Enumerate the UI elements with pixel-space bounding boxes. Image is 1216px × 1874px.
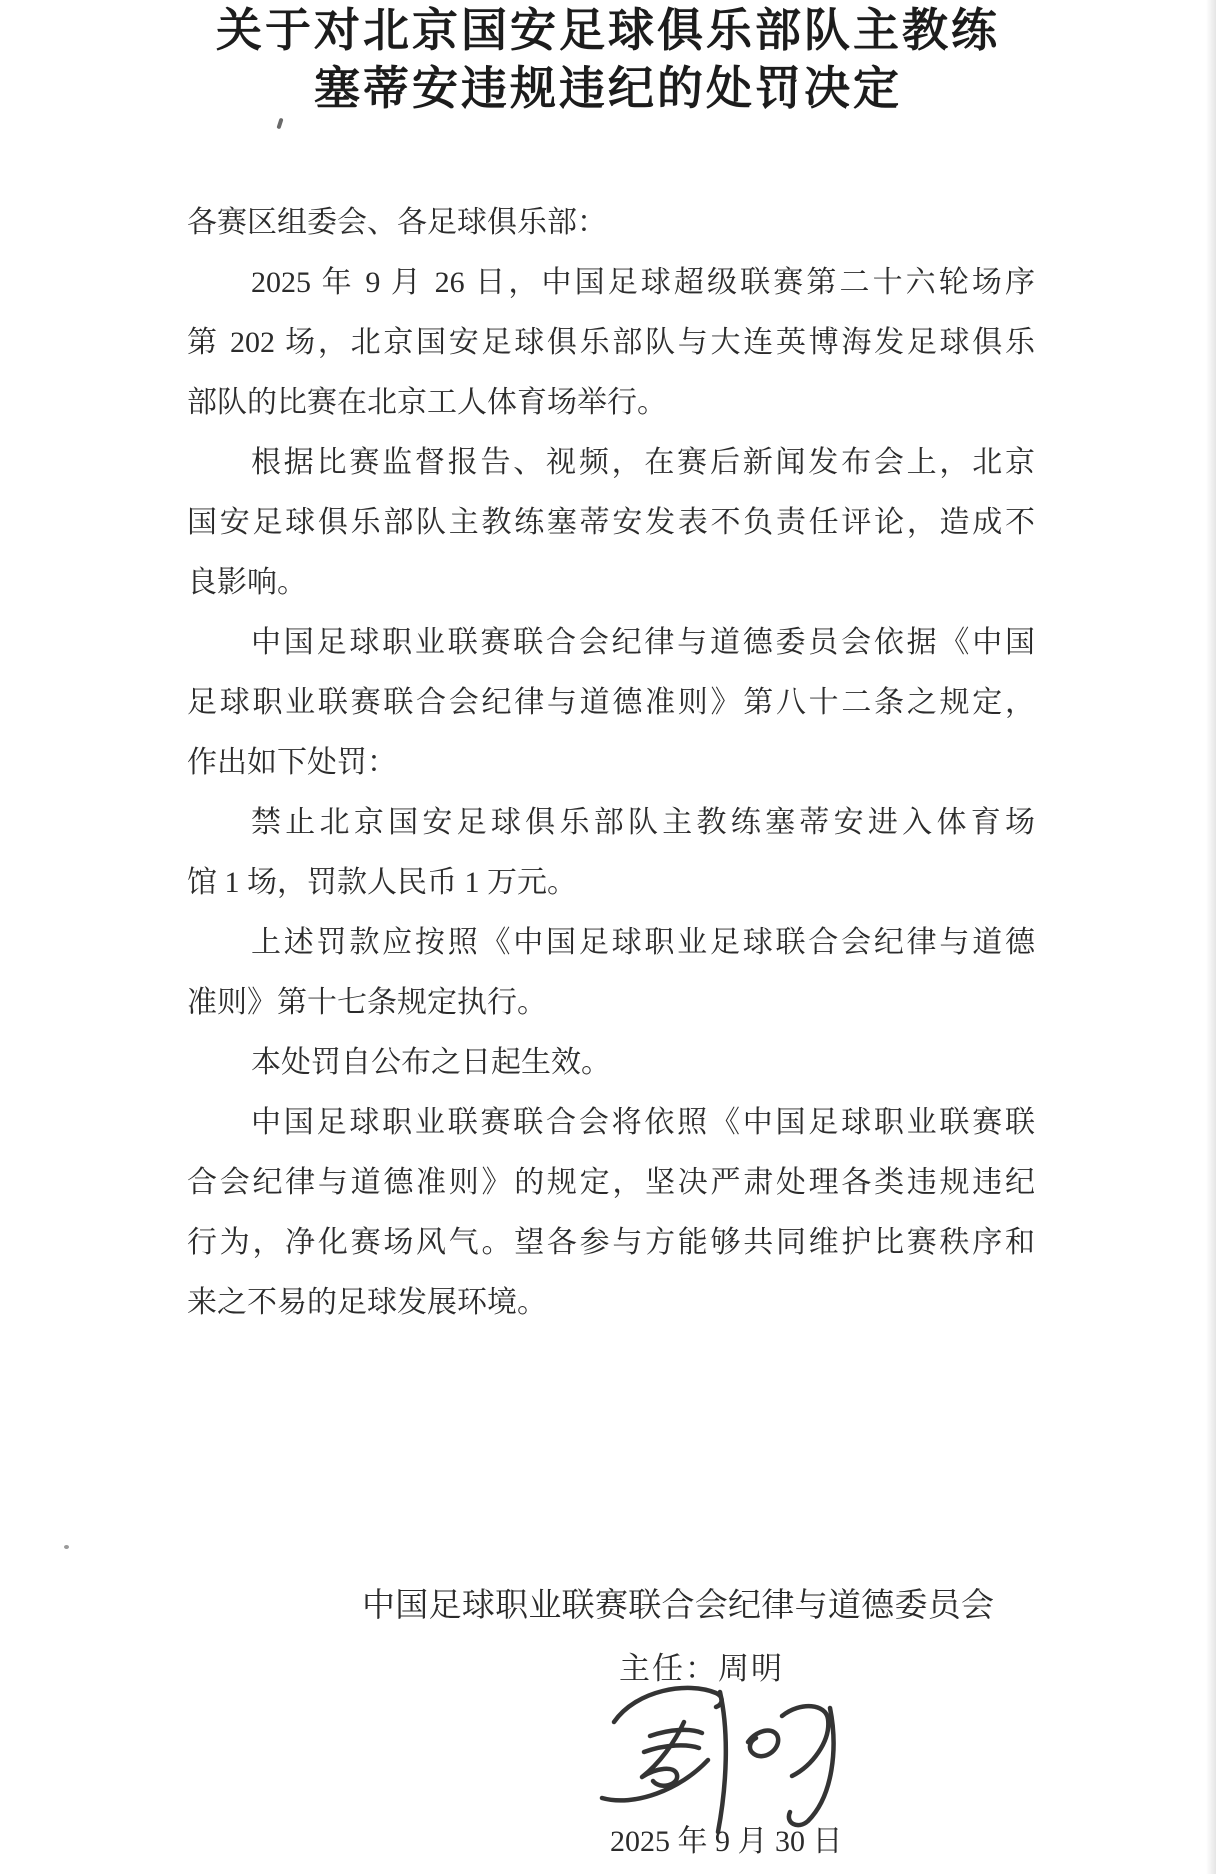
- title-line-2: 塞蒂安违规违纪的处罚决定: [314, 63, 902, 114]
- body-line: 国安足球俱乐部队主教练塞蒂安发表不负责任评论，造成不: [187, 506, 1035, 539]
- body-line: 中国足球职业联赛联合会将依照《中国足球职业联赛联: [251, 1106, 1035, 1139]
- body-line: 馆 1 场，罚款人民币 1 万元。: [187, 866, 577, 899]
- body-line: 足球职业联赛联合会纪律与道德准则》第八十二条之规定，: [187, 686, 1035, 719]
- signature-organization: 中国足球职业联赛联合会纪律与道德委员会: [362, 1588, 994, 1624]
- body-line: 良影响。: [187, 566, 307, 599]
- body-line: 行为，净化赛场风气。望各参与方能够共同维护比赛秩序和: [187, 1226, 1035, 1259]
- body-line: 禁止北京国安足球俱乐部队主教练塞蒂安进入体育场: [251, 806, 1035, 839]
- document-title: [0, 2, 1216, 118]
- handwritten-signature-icon: [596, 1680, 848, 1838]
- body-line: 作出如下处罚：: [187, 746, 397, 779]
- body-line: 准则》第十七条规定执行。: [187, 986, 547, 1019]
- body-line: 各赛区组委会、各足球俱乐部：: [187, 206, 607, 239]
- page-edge-shadow: [1206, 0, 1216, 1874]
- scan-speck-icon: [64, 1545, 69, 1549]
- scan-speck-icon: [276, 118, 283, 130]
- body-line: 来之不易的足球发展环境。: [187, 1286, 547, 1319]
- body-line: 第 202 场，北京国安足球俱乐部队与大连英博海发足球俱乐: [187, 326, 1035, 359]
- body-line: 根据比赛监督报告、视频，在赛后新闻发布会上，北京: [251, 446, 1035, 479]
- body-lines: [187, 193, 1035, 1333]
- body-line: 部队的比赛在北京工人体育场举行。: [187, 386, 667, 419]
- signature-date: 2025 年 9 月 30 日: [610, 1825, 843, 1858]
- body-line: 中国足球职业联赛联合会纪律与道德委员会依据《中国: [251, 626, 1035, 659]
- body-line: 合会纪律与道德准则》的规定，坚决严肃处理各类违规违纪: [187, 1166, 1035, 1199]
- body-line: 上述罚款应按照《中国足球职业足球联合会纪律与道德: [251, 926, 1035, 959]
- signature-signer: 主任：周明: [619, 1651, 784, 1686]
- body-line: 2025 年 9 月 26 日，中国足球超级联赛第二十六轮场序: [251, 266, 1035, 299]
- title-line-1: 关于对北京国安足球俱乐部队主教练: [216, 5, 1000, 56]
- body-line: 本处罚自公布之日起生效。: [251, 1046, 611, 1079]
